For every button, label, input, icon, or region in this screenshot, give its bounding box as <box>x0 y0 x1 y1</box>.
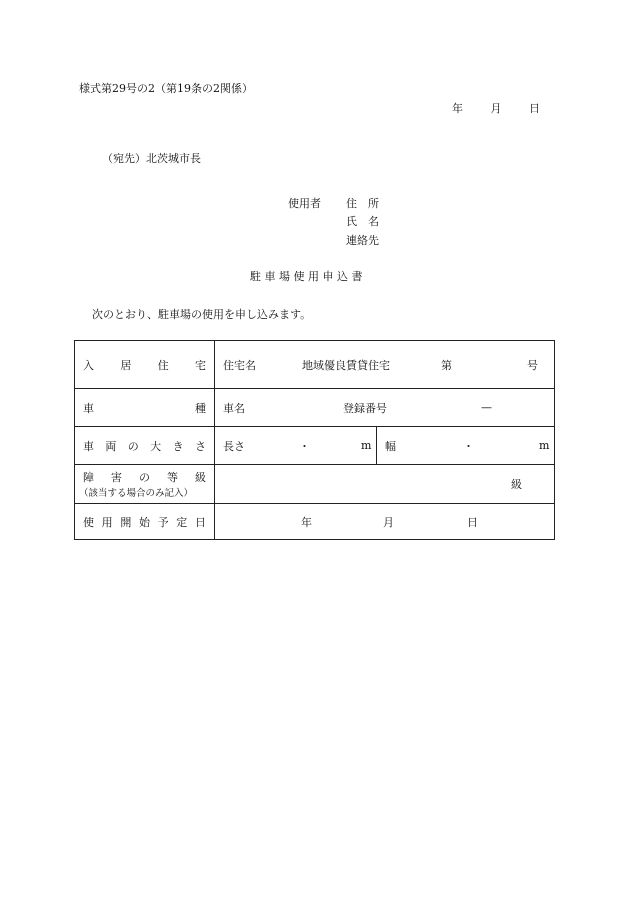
width-dot: ・ <box>463 439 474 453</box>
row-disability-grade <box>75 465 555 504</box>
row-start-date <box>75 504 555 540</box>
disability-sublabel: （該当する場合のみ記入） <box>79 488 194 499</box>
house-name-label: 住宅名 <box>223 358 256 372</box>
length-unit: m <box>361 439 372 452</box>
vehicle-width-cell[interactable] <box>377 427 555 465</box>
start-date-label: 使 用 開 始 予 定 日 <box>83 515 206 529</box>
document-title: 駐 車 場 使 用 申 込 書 <box>250 270 363 283</box>
contact-label: 連絡先 <box>346 234 379 247</box>
disability-label: 障 害 の 等 級 <box>83 471 206 484</box>
start-date-year: 年 <box>301 515 312 529</box>
registration-dash: — <box>481 401 492 414</box>
start-date-value-cell[interactable] <box>215 504 555 540</box>
row-vehicle-type <box>75 389 555 427</box>
vehicle-type-value-cell[interactable] <box>215 389 555 427</box>
width-unit: m <box>539 439 550 452</box>
application-table <box>74 340 555 540</box>
vehicle-length-cell[interactable] <box>215 427 377 465</box>
date-month: 月 <box>490 102 502 115</box>
width-label: 幅 <box>385 439 396 453</box>
address-label: 住 所 <box>346 197 379 210</box>
disability-value-cell[interactable] <box>215 465 555 504</box>
vehicle-size-label: 車 両 の 大 き さ <box>83 439 206 453</box>
number-suffix: 号 <box>527 358 538 372</box>
start-date-month: 月 <box>383 515 394 529</box>
registration-number-label: 登録番号 <box>343 401 387 415</box>
row-vehicle-size <box>75 427 555 465</box>
date-year: 年 <box>452 102 463 115</box>
date-line <box>452 100 540 116</box>
vehicle-size-label-cell <box>75 427 215 465</box>
addressee: （宛先）北茨城市長 <box>102 152 201 165</box>
grade-unit: 級 <box>511 478 522 491</box>
residence-label: 入 居 住 宅 <box>83 358 206 372</box>
name-label: 氏 名 <box>346 215 379 228</box>
date-day: 日 <box>529 102 540 115</box>
vehicle-type-label: 車 種 <box>83 401 206 415</box>
applicant-label: 使用者 <box>288 197 321 210</box>
car-name-label: 車名 <box>223 401 245 415</box>
start-date-label-cell <box>75 504 215 540</box>
start-date-day: 日 <box>467 515 478 529</box>
residence-value-cell[interactable] <box>215 341 555 389</box>
row-residence <box>75 341 555 389</box>
number-prefix: 第 <box>441 358 452 372</box>
residence-label-cell <box>75 341 215 389</box>
length-dot: ・ <box>299 439 310 453</box>
vehicle-type-label-cell <box>75 389 215 427</box>
length-label: 長さ <box>223 439 245 453</box>
disability-label-cell <box>75 465 215 504</box>
house-name-value: 地域優良賃貸住宅 <box>302 358 390 372</box>
form-number: 様式第29号の2（第19条の2関係） <box>79 82 253 95</box>
intro-text: 次のとおり、駐車場の使用を申し込みます。 <box>92 308 312 321</box>
